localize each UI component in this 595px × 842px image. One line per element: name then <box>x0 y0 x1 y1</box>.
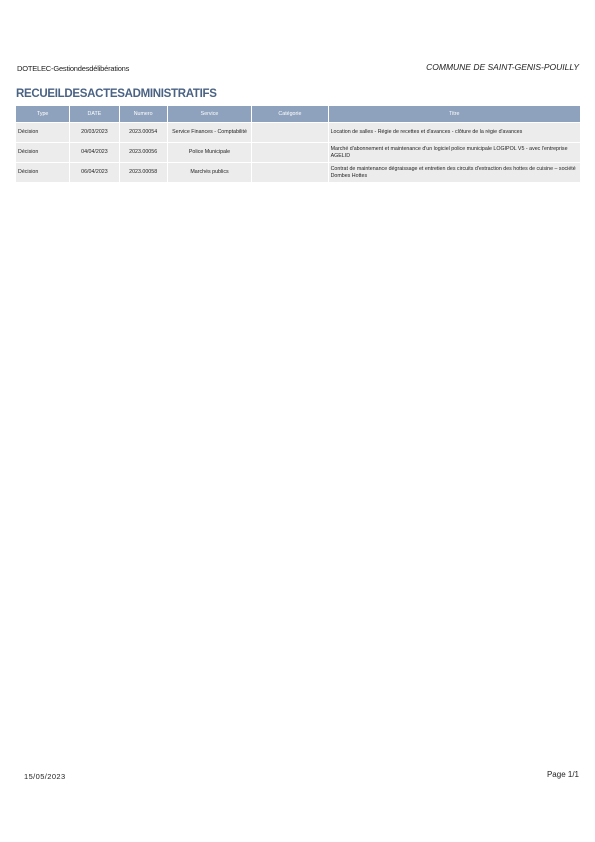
commune-name: COMMUNE DE SAINT-GENIS-POUILLY <box>426 62 579 72</box>
column-header-categorie: Catégorie <box>252 106 327 122</box>
cell-service: Police Municipale <box>168 143 251 162</box>
page-number: Page 1/1 <box>546 770 579 779</box>
column-header-type: Type <box>16 106 69 122</box>
column-header-date: DATE <box>70 106 118 122</box>
cell-date: 20/03/2023 <box>70 123 118 142</box>
table-header-row <box>16 106 580 122</box>
table-row <box>16 143 580 162</box>
acts-table <box>15 105 581 183</box>
cell-titre: Marché d'abonnement et maintenance d'un logiciel police municipale LOGIPOL V5 - avec l'entreprise AGELID <box>329 143 580 162</box>
column-header-titre: Titre <box>329 106 580 122</box>
table-row <box>16 123 580 142</box>
table-row <box>16 163 580 182</box>
cell-titre: Location de salles - Régie de recettes et d'avances - clôture de la régie d'avances <box>329 123 580 142</box>
cell-type: Décision <box>16 163 69 182</box>
cell-numero: 2023.00058 <box>120 163 167 182</box>
column-header-service: Service <box>168 106 251 122</box>
cell-date: 04/04/2023 <box>70 143 118 162</box>
app-name: DOTELEC-Gestiondesdélibérations <box>17 64 130 73</box>
cell-service: Marchés publics <box>168 163 251 182</box>
cell-service: Service Finances - Comptabilité <box>168 123 251 142</box>
cell-numero: 2023.00056 <box>120 143 167 162</box>
cell-categorie <box>252 143 327 162</box>
cell-date: 06/04/2023 <box>70 163 118 182</box>
cell-type: Décision <box>16 143 69 162</box>
cell-numero: 2023.00054 <box>120 123 167 142</box>
cell-titre: Contrat de maintenance dégraissage et entretien des circuits d'extraction des hottes de cuisine – société Dombes Hottes <box>329 163 580 182</box>
footer-date: 15/05/2023 <box>24 772 66 781</box>
document-title: RECUEILDESACTESADMINISTRATIFS <box>16 88 217 100</box>
cell-categorie <box>252 163 327 182</box>
cell-type: Décision <box>16 123 69 142</box>
column-header-numero: Numero <box>120 106 167 122</box>
cell-categorie <box>252 123 327 142</box>
